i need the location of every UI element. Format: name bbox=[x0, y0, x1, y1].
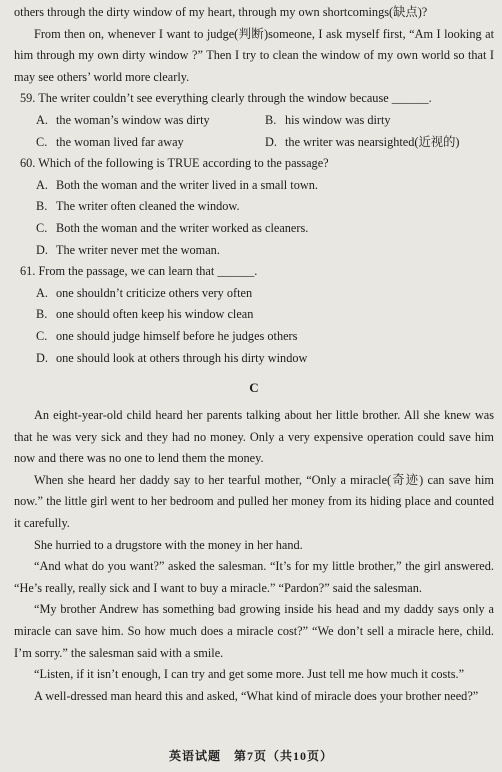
option-letter: B. bbox=[36, 199, 48, 214]
option-letter: D. bbox=[36, 242, 48, 257]
option-c[interactable] bbox=[36, 132, 265, 154]
passage-paragraph: An eight-year-old child heard her parents talking about her little brother. All she knew was that he was very sick and they had no money. Only a very expensive operation could save him now and there was no one to lend them the money. bbox=[14, 408, 494, 466]
option-a[interactable] bbox=[36, 110, 265, 132]
option-d[interactable] bbox=[265, 132, 494, 154]
option-c[interactable] bbox=[14, 326, 494, 348]
option-letter: D. bbox=[36, 350, 48, 365]
option-text: his window was dirty bbox=[285, 112, 391, 127]
passage-paragraph: When she heard her daddy say to her tearful mother, “Only a miracle(奇迹) can save him now.” the little girl went to her bedroom and pulled her money from its hiding place and counted it carefully. bbox=[14, 472, 494, 531]
option-text: the writer was nearsighted(近视的) bbox=[285, 134, 460, 149]
passage-line: others through the dirty window of my heart, through my own shortcomings(缺点)? bbox=[14, 5, 428, 19]
question-61 bbox=[14, 261, 494, 369]
option-letter: B. bbox=[36, 307, 48, 322]
passage-paragraph: A well-dressed man heard this and asked, “What kind of miracle does your brother need?” bbox=[34, 688, 479, 703]
option-text: one shouldn’t criticize others very often bbox=[56, 285, 253, 300]
option-b[interactable] bbox=[14, 304, 494, 326]
option-text: Both the woman and the writer lived in a small town. bbox=[56, 177, 318, 192]
option-a[interactable] bbox=[14, 283, 494, 305]
option-letter: A. bbox=[36, 177, 48, 192]
question-number: 59. bbox=[20, 91, 36, 106]
option-b[interactable] bbox=[265, 110, 494, 132]
option-letter: C. bbox=[36, 328, 48, 343]
passage-paragraph: “And what do you want?” asked the salesman. “It’s for my little brother,” the girl answered. “He’s really, really sick and I want to buy a miracle.” “Pardon?” said the salesman. bbox=[14, 559, 494, 595]
passage-c bbox=[14, 405, 494, 707]
option-text: the woman’s window was dirty bbox=[56, 112, 210, 127]
option-text: The writer never met the woman. bbox=[56, 242, 220, 257]
option-text: the woman lived far away bbox=[56, 134, 184, 149]
question-stem: From the passage, we can learn that ______. bbox=[38, 264, 258, 279]
option-d[interactable] bbox=[14, 240, 494, 262]
option-b[interactable] bbox=[14, 196, 494, 218]
option-letter: C. bbox=[36, 220, 48, 235]
passage-paragraph: From then on, whenever I want to judge(判断)someone, I ask myself first, “Am I looking at him through my own dirty window ?” Then I try to clean the window of my own world so that I may see others’ world more clearly. bbox=[14, 26, 494, 84]
page-footer: 英语试题 第7页（共10页） bbox=[168, 749, 333, 763]
passage-paragraph: She hurried to a drugstore with the money in her hand. bbox=[34, 537, 303, 552]
option-text: one should often keep his window clean bbox=[56, 307, 254, 322]
question-number: 61. bbox=[20, 264, 36, 279]
passage-paragraph: “My brother Andrew has something bad growing inside his head and my daddy says only a miracle can save him. So how much does a miracle cost?” “We don’t sell a miracle here, child. I’m sorry.” the salesman said with a smile. bbox=[14, 602, 494, 660]
option-text: Both the woman and the writer worked as cleaners. bbox=[56, 220, 309, 235]
question-stem: The writer couldn’t see everything clearly through the window because ______. bbox=[38, 91, 432, 106]
option-text: one should look at others through his dirty window bbox=[56, 350, 308, 365]
question-60 bbox=[14, 153, 494, 261]
question-stem: Which of the following is TRUE according to the passage? bbox=[38, 156, 329, 171]
option-a[interactable] bbox=[14, 175, 494, 197]
option-letter: A. bbox=[36, 285, 48, 300]
option-letter: A. bbox=[36, 112, 48, 127]
exam-page bbox=[0, 2, 502, 772]
option-text: The writer often cleaned the window. bbox=[56, 199, 240, 214]
option-d[interactable] bbox=[14, 348, 494, 370]
option-letter: D. bbox=[265, 134, 277, 149]
passage-paragraph: “Listen, if it isn’t enough, I can try and get some more. Just tell me how much it costs.” bbox=[34, 667, 465, 682]
option-text: one should judge himself before he judges others bbox=[56, 328, 298, 343]
option-letter: C. bbox=[36, 134, 48, 149]
section-heading: C bbox=[249, 380, 259, 396]
question-number: 60. bbox=[20, 156, 36, 171]
question-59 bbox=[14, 88, 494, 153]
option-letter: B. bbox=[265, 112, 277, 127]
option-c[interactable] bbox=[14, 218, 494, 240]
